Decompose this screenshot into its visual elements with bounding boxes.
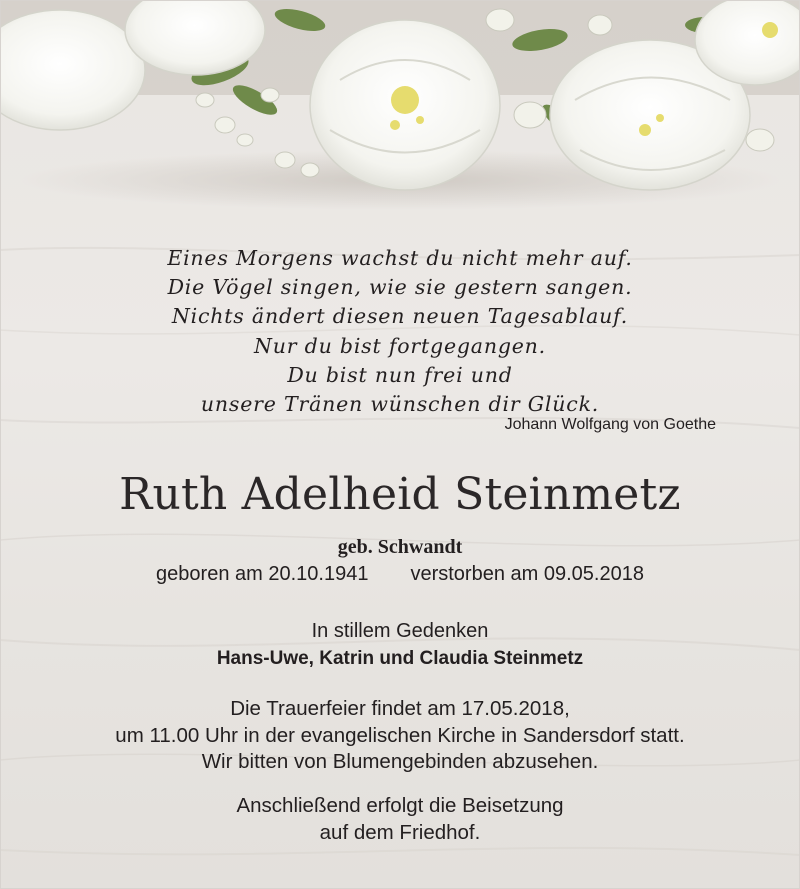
maiden-name: geb. Schwandt xyxy=(337,536,463,558)
birth-date: geboren am 20.10.1941 xyxy=(156,563,369,585)
poem-line: Die Vögel singen, wie sie gestern sangen. xyxy=(167,275,633,300)
poem-author: Johann Wolfgang von Goethe xyxy=(504,416,716,433)
death-date: verstorben am 09.05.2018 xyxy=(410,563,644,585)
memorial-intro: In stillem Gedenken xyxy=(311,620,489,642)
service-line: um 11.00 Uhr in der evangelischen Kirche in Sandersdorf statt. xyxy=(115,723,685,747)
burial-line: Anschließend erfolgt die Beisetzung xyxy=(236,794,564,817)
poem-line: unsere Tränen wünschen dir Glück. xyxy=(200,392,600,417)
poem-line: Du bist nun frei und xyxy=(287,362,513,387)
mourner-names: Hans-Uwe, Katrin und Claudia Steinmetz xyxy=(216,648,584,669)
service-line: Wir bitten von Blumengebinden abzusehen. xyxy=(201,750,599,773)
poem-line: Nichts ändert diesen neuen Tagesablauf. xyxy=(171,304,629,329)
service-line: Die Trauerfeier findet am 17.05.2018, xyxy=(230,697,570,720)
burial-line: auf dem Friedhof. xyxy=(319,820,481,844)
poem-line: Nur du bist fortgegangen. xyxy=(254,333,546,358)
poem-line: Eines Morgens wachst du nicht mehr auf. xyxy=(167,246,633,270)
deceased-name: Ruth Adelheid Steinmetz xyxy=(119,469,681,520)
